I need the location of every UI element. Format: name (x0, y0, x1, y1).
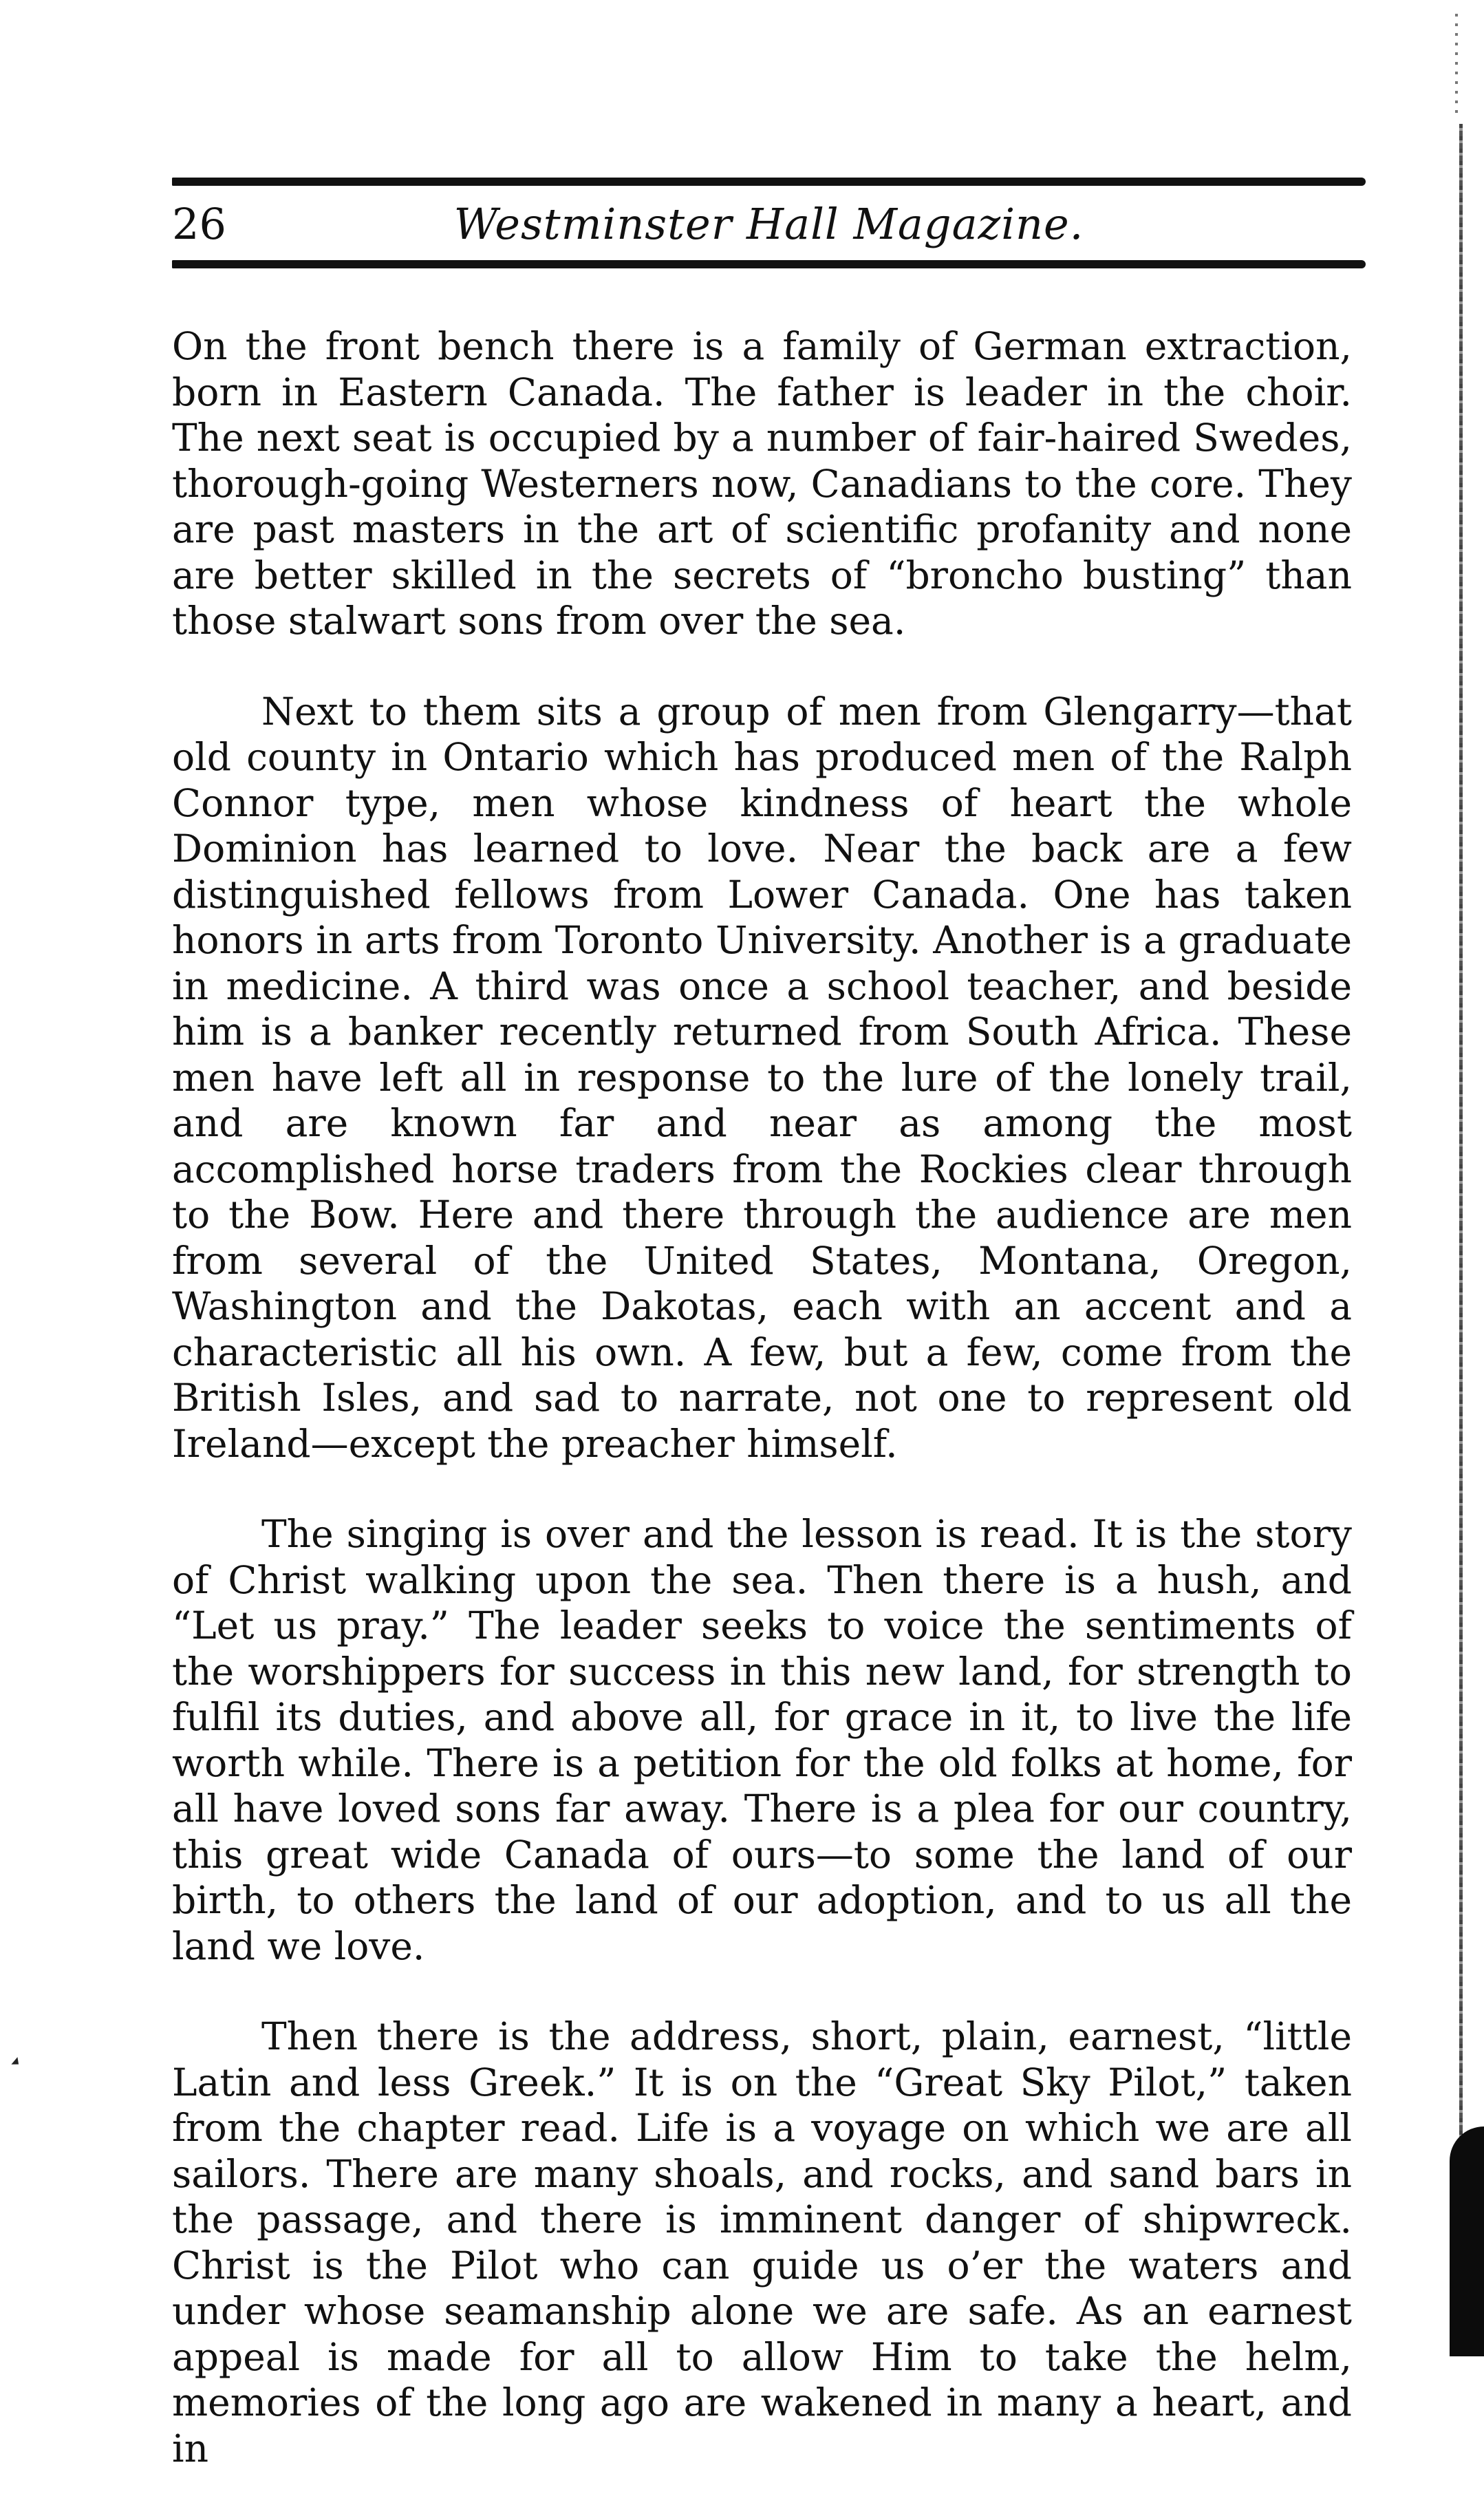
running-title: Westminster Hall Magazine. (453, 199, 1084, 249)
binding-edge-line (1459, 124, 1463, 2175)
paragraph-glengarry: Next to them sits a group of men from Glengarry—that old county in Ontario which has produced men of the Ralph Connor type, men whose kindness of heart the whole Dominion has learned to love. Near the back are a few distinguished fellows from Lower Canada. One has taken honors in arts from Toronto University. Another is a graduate in medicine. A third was once a school teacher, and beside him is a banker recently returned from South Africa. These men have left all in response to the lure of the lonely trail, and are known far and near as among the most accomplished horse traders from the Rockies clear through to the Bow. Here and there through the audience are men from several of the United States, Montana, Oregon, Washington and the Dakotas, each with an accent and a characteristic all his own. A few, but a few, come from the British Isles, and sad to narrate, not one to represent old Ireland—except the preacher himself. (172, 689, 1352, 1466)
article-body (172, 323, 1352, 2516)
scan-mark (11, 2057, 21, 2068)
paragraph-front-bench: On the front bench there is a family of German extraction, born in Eastern Canada. The father is leader in the choir. The next seat is occupied by a number of fair-haired Swedes, thorough-going Westerners now, Canadians to the core. They are past masters in the art of scientific profanity and none are better skilled in the secrets of “broncho busting” than those stalwart sons from over the sea. (172, 324, 1352, 643)
page-header (172, 194, 1366, 256)
paragraph-singing: The singing is over and the lesson is read. It is the story of Christ walking upon the sea. Then there is a hush, and “Let us pray.” The leader seeks to voice the sentiments of the worshippers for success in this new land, for strength to fulfil its duties, and above all, for grace in it, to live the life worth while. There is a petition for the old folks at home, for all have loved sons far away. There is a plea for our country, this great wide Canada of ours—to some the land of our birth, to others the land of our adoption, and to us all the land we love. (172, 1512, 1352, 1968)
binding-edge-corner (1450, 2126, 1484, 2356)
header-bottom-rule (172, 260, 1366, 268)
page-number: 26 (172, 199, 226, 249)
paragraph-address: Then there is the address, short, plain, earnest, “little Latin and less Greek.” It is on the “Great Sky Pilot,” taken from the chapter read. Life is a voyage on which we are all sailors. There are many shoals, and rocks, and sand bars in the passage, and there is imminent danger of shipwreck. Christ is the Pilot who can guide us o’er the waters and under whose seamanship alone we are safe. As an earnest appeal is made for all to allow Him to take the helm, memories of the long ago are wakened in many a heart, and in (172, 2014, 1352, 2471)
header-top-rule (172, 178, 1366, 186)
page-edge-shadow (1436, 0, 1484, 2356)
edge-speckle (1455, 14, 1458, 117)
